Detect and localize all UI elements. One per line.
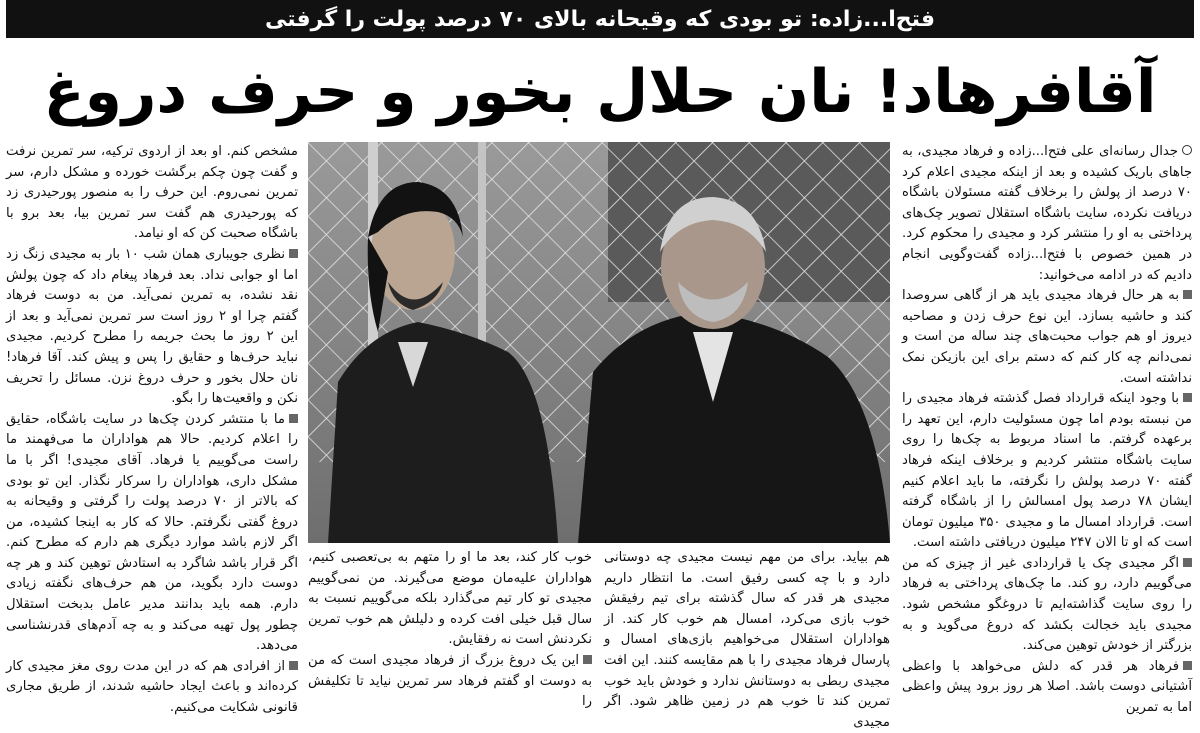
article-photo [308, 142, 890, 543]
article-column-mid-right [604, 548, 890, 730]
article-column-left [6, 142, 299, 716]
paragraph: با وجود اینکه قرارداد فصل گذشته فرهاد مجیدی را من نبسته بودم اما چون مسئولیت دارم، این تعهد را برعهده گرفتم. ما اسناد مربوط به چک‌ها را روی سایت باشگاه منتشر کردیم و برخلاف اینکه فرهاد گفته ۷۰ درصد پولش را نگرفته، ما باید اعلام کنیم ایشان ۷۸ درصد پول امسالش را از باشگاه گرفته است. قرارداد امسال ما و مجیدی ۳۵۰ میلیون تومان است که او تا الان ۲۴۷ میلیون دریافتی داشته است. [902, 391, 1192, 551]
square-bullet-icon [289, 414, 298, 423]
photo-two-men-icon [308, 142, 890, 543]
paragraph: ما با منتشر کردن چک‌ها در سایت باشگاه، حقایق را اعلام کردیم. حالا هم هواداران ما می‌فهمند ما راست می‌گوییم یا فرهاد. آقای مجیدی! اگر با ما مشکل داری، هواداران را سرکار نگذار. این تو بودی که بالاتر از ۷۰ درصد پولت را گرفتی و وقیحانه به دروغ گفتی نگرفتم. حالا که کار به اینجا کشیده، من اگر لازم باشد موارد دیگری هم دارم که مطرح کنم. اگر قرار باشد شاگرد به استادش توهین کند و هر چه دوست دارد بگوید، من هم حرف‌های نگفته زیادی دارم. همه باید بدانند مدیر عامل بدبخت استقلال چطور پول تهیه می‌کند و به چه آدم‌های قدرنشناسی می‌دهد. [6, 411, 298, 654]
square-bullet-icon [289, 249, 298, 258]
headline: آقافرهاد! نان حلال بخور و حرف دروغ [43, 57, 1157, 127]
paragraph: از افرادی هم که در این مدت روی مغز مجیدی کار کرده‌اند و باعث ایجاد حاشیه شدند، از طریق مجاری قانونی شکایت می‌کنیم. [6, 658, 298, 716]
square-bullet-icon [1183, 290, 1192, 299]
article-column-right [902, 142, 1192, 716]
square-bullet-icon [1183, 558, 1192, 567]
paragraph: هم بیاید. برای من مهم نیست مجیدی چه دوستانی دارد و با چه کسی رفیق است. ما انتظار داریم مجیدی هر قدر که سال گذشته برای تیم رفیقش خوب بازی می‌کرد، امسال هم خوب کار کند. از هواداران استقلال می‌خواهیم بازی‌های امسال و پارسال فرهاد مجیدی را با هم مقایسه کنند. این افت مجیدی ربطی به دوستانش ندارد و خودش باید خوب تمرین کند تا خوب هم در زمین ظاهر شود. اگر مجیدی [604, 550, 890, 730]
kicker-text: فتح‌ا...زاده: تو بودی که وقیحانه بالای ۷۰ درصد پولت را گرفتی [265, 6, 935, 32]
paragraph: این یک دروغ بزرگ از فرهاد مجیدی است که من به دوست او گفتم فرهاد سر تمرین نیاید تا تکلیفش را [308, 652, 592, 710]
paragraph: جدال رسانه‌ای علی فتح‌ا...زاده و فرهاد مجیدی، به جاهای باریک کشیده و بعد از اینکه مجیدی اعلام کرد ۷۰ درصد از پولش را برخلاف گفته مسئولان باشگاه دریافت نکرده، سایت باشگاه استقلال تصویر چک‌های پرداختی به او را منتشر کرد و مجیدی را محکوم کرد. در همین خصوص با فتح‌ا...زاده گفت‌وگویی انجام دادیم که در ادامه می‌خوانید: [902, 144, 1192, 283]
circle-bullet-icon [1182, 145, 1192, 155]
paragraph: مشخص کنم. او بعد از اردوی ترکیه، سر تمرین نرفت و گفت چون چکم برگشت خورده و مشکل دارم، سر تمرین نمی‌روم. این حرف را به منصور پورحیدری زد که پورحیدری هم گفت سر تمرین بیا، بعد برو با باشگاه صحبت کن که او نیامد. [6, 144, 298, 242]
square-bullet-icon [1183, 393, 1192, 402]
article-column-mid-left [308, 548, 592, 710]
paragraph: نظری جویباری همان شب ۱۰ بار به مجیدی زنگ زد اما او جوابی نداد. بعد فرهاد پیغام داد که چون پولش نقد نشده، به تمرین نمی‌آید. من به دوست فرهاد گفتم چرا او ۲ روز است سر تمرین نمی‌آید و بعد از این ۲ روز ما بحث جریمه را مطرح کردیم. مجیدی نباید حرف‌ها و حقایق را پس و پیش کند. آقا فرهاد! نان حلال بخور و حرف دروغ نزن. مسائل را تحریف نکن و واقعیت‌ها را بگو. [6, 246, 299, 407]
paragraph: اگر مجیدی چک یا قراردادی غیر از چیزی که من می‌گوییم دارد، رو کند. ما چک‌های پرداختی به فرهاد را روی سایت گذاشته‌ایم تا دروغگو مشخص شود. مجیدی باید خجالت بکشد که دروغ می‌گوید و به بزرگتر از خودش توهین می‌کند. [902, 555, 1192, 654]
paragraph: فرهاد هر قدر که دلش می‌خواهد با واعظی آشتیانی دوست باشد. اصلا هر روز برود پیش واعظی اما به تمرین [902, 658, 1192, 716]
paragraph: به هر حال فرهاد مجیدی باید هر از گاهی سروصدا کند و حاشیه بسازد. این نوع حرف زدن و مصاحبه دیروز او هم جواب محبت‌های چند ساله من است و نمی‌دانم چه کار کنم که دستم برای این بازیکن نمک نداشته است. [902, 288, 1192, 386]
square-bullet-icon [289, 661, 298, 670]
square-bullet-icon [583, 655, 592, 664]
square-bullet-icon [1183, 661, 1192, 670]
kicker-bar [6, 0, 1194, 38]
paragraph: خوب کار کند، بعد ما او را متهم به بی‌تعصبی کنیم، هواداران علیه‌مان موضع می‌گیرند. من نمی‌گوییم مجیدی تو کار تیم می‌گذارد بلکه می‌گوییم نسبت به سال قبل خیلی افت کرده و دلیلش هم خوب تمرین نکردنش است نه رفقایش. [308, 550, 592, 648]
